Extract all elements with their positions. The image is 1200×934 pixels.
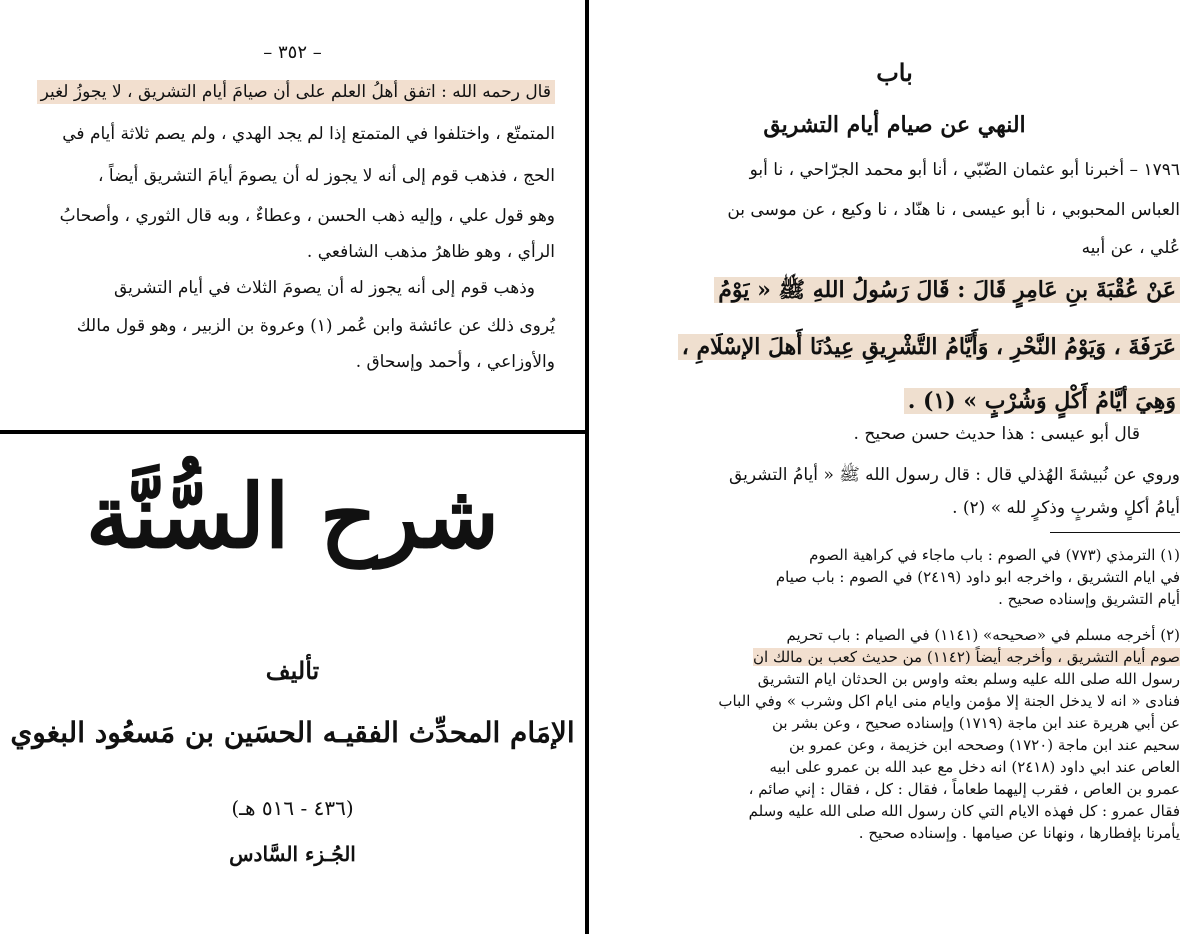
footnote-line: فقال عمرو : كل فهذه الايام التي كان رسول الله صلى الله عليه وسلم — [748, 802, 1180, 820]
para1-line: الحج ، فذهب قوم إلى أنه لا يجوز له أن يصومَ أيامَ التشريق أيضاً ، — [98, 166, 555, 186]
footnote-line: فنادى « انه لا يدخل الجنة إلا مؤمن وايام منى ايام اكل وشرب » وفي الباب — [718, 692, 1180, 710]
author-dates: (٤٣٦ - ٥١٦ هـ) — [231, 796, 354, 820]
footnote-line: يأمرنا بإفطارها ، ونهانا عن صيامها . وإسناده صحيح . — [858, 824, 1180, 842]
footnote-line: (٢) أخرجه مسلم في «صحيحه» (١١٤١) في الصيام : باب تحريم — [786, 626, 1180, 644]
book-title: شرح السُّنَّة — [85, 464, 500, 568]
para2-line: وذهب قوم إلى أنه يجوز له أن يصومَ الثلاث في أيام التشريق — [113, 278, 535, 298]
title-page — [0, 434, 585, 934]
footnote-line: (١) الترمذي (٧٧٣) في الصوم : باب ماجاء في كراهية الصوم — [809, 546, 1180, 564]
footnote-line: أيام التشريق وإسناده صحيح . — [998, 590, 1180, 608]
footnote-line: العاص عند ابي داود (٢٤١٨) انه دخل مع عبد الله بن عمرو على ابيه — [769, 758, 1180, 776]
author-name: الإمَام المحدِّث الفقيـه الحسَين بن مَسعُود البغوي — [10, 716, 575, 749]
footnote-line: عن أبي هريرة عند ابن ماجة (١٧١٩) وإسناده صحيح ، وعن بشر بن — [771, 714, 1180, 732]
footnote-highlight: صوم أيام التشريق ، وأخرجه أيضاً (١١٤٢) من حديث كعب بن مالك ان — [753, 648, 1180, 666]
volume-label: الجُـزء السَّادس — [229, 842, 356, 866]
right-page — [589, 0, 1200, 934]
para1-line: الرأي ، وهو ظاهرُ مذهب الشافعي . — [306, 242, 555, 262]
isnad-line: العباس المحبوبي ، نا أبو عيسى ، نا هنّاد ، نا وكيع ، عن موسى بن — [727, 200, 1180, 220]
para2-line: والأوزاعي ، وأحمد وإسحاق . — [355, 352, 555, 372]
chapter-title: النهي عن صيام أيام التشريق — [763, 112, 1026, 138]
footnote-line: سحيم عند ابن ماجة (١٧٢٠) وصححه ابن خزيمة ، وعن عمرو بن — [789, 736, 1180, 754]
hadith-line: وَهِيَ أيَّامُ أَكْلٍ وَشُرْبٍ » (١) . — [904, 388, 1180, 414]
para1-line: المتمتّع ، واختلفوا في المتمتع إذا لم يجد الهدي ، ولم يصم ثلاثة أيام في — [62, 124, 555, 144]
riwaya-line: أيامُ أكلٍ وشربٍ وذكرٍ لله » (٢) . — [952, 498, 1180, 518]
footnote-line: عمرو بن العاص ، فقرب إليهما طعاماً ، فقال : كل ، فقال : إني صائم ، — [748, 780, 1180, 798]
author-label: تأليف — [265, 656, 320, 685]
para2-line: يُروى ذلك عن عائشة وابن عُمر (١) وعروة بن الزبير ، وهو قول مالك — [76, 316, 555, 336]
highlighted-line: قال رحمه الله : اتفق أهلُ العلم على أن صيامَ أيام التشريق ، لا يجوزُ لغير — [37, 80, 555, 104]
top-left-page — [0, 0, 585, 430]
para1-line: وهو قول علي ، وإليه ذهب الحسن ، وعطاءٌ ، وبه قال الثوري ، وأصحابُ — [59, 206, 555, 226]
chapter-heading: باب — [876, 58, 913, 87]
isnad-line: عُلي ، عن أبيه — [1081, 238, 1180, 258]
grading: قال أبو عيسى : هذا حديث حسن صحيح . — [853, 424, 1140, 444]
isnad-line: ١٧٩٦ – أخبرنا أبو عثمان الضّبّي ، أنا أبو محمد الجرّاحي ، نا أبو — [749, 160, 1180, 180]
page-number: – ٣٥٢ – — [263, 42, 322, 63]
hadith-line: عَنْ عُقْبَةَ بنِ عَامِرٍ قَالَ : قَالَ رَسُولُ اللهِ ﷺ « يَوْمُ — [714, 277, 1180, 303]
footnote-line: رسول الله صلى الله عليه وسلم بعثه واوس بن الحدثان ايام التشريق — [757, 670, 1180, 688]
riwaya-line: وروي عن نُبيشةَ الهُذلي قال : قال رسول الله ﷺ « أيامُ التشريق — [728, 465, 1180, 485]
footnote-rule — [1050, 532, 1180, 533]
footnote-line: في ايام التشريق ، واخرجه ابو داود (٢٤١٩) في الصوم : باب صيام — [775, 568, 1180, 586]
hadith-line: عَرَفَةَ ، وَيَوْمُ النَّحْرِ ، وَأَيَّامُ التَّشْرِيقِ عِيدُنَا أَهلَ الإسْلَامِ ، — [678, 334, 1180, 360]
